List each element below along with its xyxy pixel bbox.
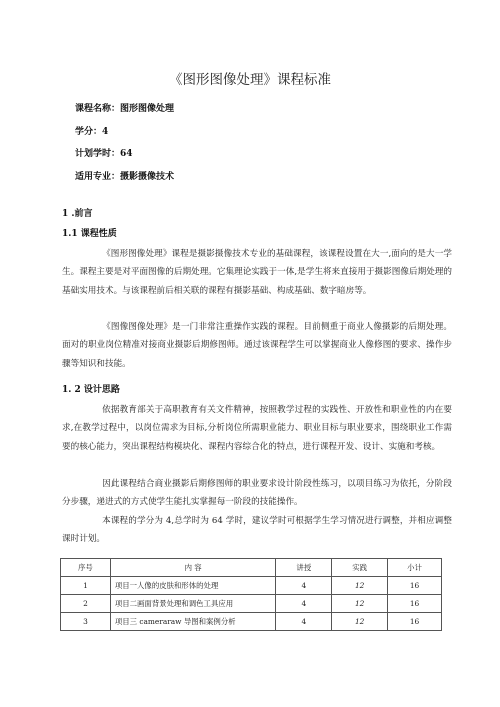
section-heading-course-nature: 1.1 课程性质	[62, 229, 117, 239]
cell-practice: 12	[332, 577, 388, 595]
table-row	[61, 595, 442, 613]
cell-lecture: 4	[276, 613, 332, 631]
paragraph-text: 因此课程结合商业摄影后期修图师的职业要求设计阶段性练习，以项目练习为依托，分阶段分步骤，递进式的方式使学生能扎实掌握每一阶段的技能操作。	[62, 479, 452, 508]
paragraph-text: 《图形图像处理》课程是摄影摄像技术专业的基础课程，该课程设置在大一,面向的是大一学生。课程主要是对平面图像的后期处理。它集理论实践于一体,是学生将来直接用于摄影图像后期处理的基础实用技术。与该课程前后相关联的课程有摄影基础、构成基础、数字暗房等。	[62, 249, 452, 296]
course-major: 适用专业：摄影摄像技术	[75, 172, 175, 182]
paragraph-design-2	[62, 475, 452, 512]
cell-practice: 12	[332, 613, 388, 631]
header-lecture: 讲授	[276, 559, 332, 577]
section-heading-design-ideas: 1. 2 设计思路	[62, 385, 120, 395]
header-practice: 实践	[332, 559, 388, 577]
paragraph-text: 依据教育部关于高职教育有关文件精神，按照教学过程的实践性、开放性和职业性的内在要求,在教学过程中，以岗位需求为目标,分析岗位所需职业能力、职业目标与职业要求，围绕职业工作需要的核心能力，突出课程结构模块化、课程内容综合化的特点，进行课程开发、设计、实施和考核。	[62, 405, 452, 452]
cell-lecture: 4	[276, 577, 332, 595]
course-credits: 学分：4	[75, 127, 109, 137]
cell-index: 2	[61, 595, 111, 613]
paragraph-text: 《图像图像处理》是一门非常注重操作实践的课程。目前侧重于商业人像摄影的后期处理。面对的职业岗位精准对接商业摄影后期修图师。通过该课程学生可以掌握商业人像修图的要求、操作步骤等知识和技能。	[62, 322, 452, 369]
table-row	[61, 613, 442, 631]
document-title: 《图形图像处理》课程标准	[169, 72, 331, 88]
paragraph-course-nature-2	[62, 318, 452, 373]
cell-content: 项目二画面背景处理和调色工具应用	[110, 595, 276, 613]
paragraph-design-3	[62, 512, 452, 549]
table-row	[61, 577, 442, 595]
cell-subtotal: 16	[388, 613, 442, 631]
header-subtotal: 小计	[388, 559, 442, 577]
section-heading-preface: 1 .前言	[62, 209, 93, 219]
header-content: 内 容	[110, 559, 276, 577]
header-index: 序号	[61, 559, 111, 577]
cell-subtotal: 16	[388, 595, 442, 613]
cell-content: 项目一人像的皮肤和形体的处理	[110, 577, 276, 595]
course-hours: 计划学时：64	[75, 149, 133, 159]
paragraph-course-nature-1	[62, 245, 452, 300]
cell-content: 项目三 cameraraw 导图和案例分析	[110, 613, 276, 631]
cell-subtotal: 16	[388, 577, 442, 595]
hours-table	[60, 558, 442, 631]
course-name: 课程名称：图形图像处理	[75, 104, 175, 114]
cell-index: 1	[61, 577, 111, 595]
table-header-row	[61, 559, 442, 577]
paragraph-design-1	[62, 401, 452, 456]
cell-practice: 12	[332, 595, 388, 613]
paragraph-text: 本课程的学分为 4,总学时为 64 学时，建议学时可根据学生学习情况进行调整，并相应调整课时计划。	[62, 516, 452, 545]
cell-index: 3	[61, 613, 111, 631]
cell-lecture: 4	[276, 595, 332, 613]
